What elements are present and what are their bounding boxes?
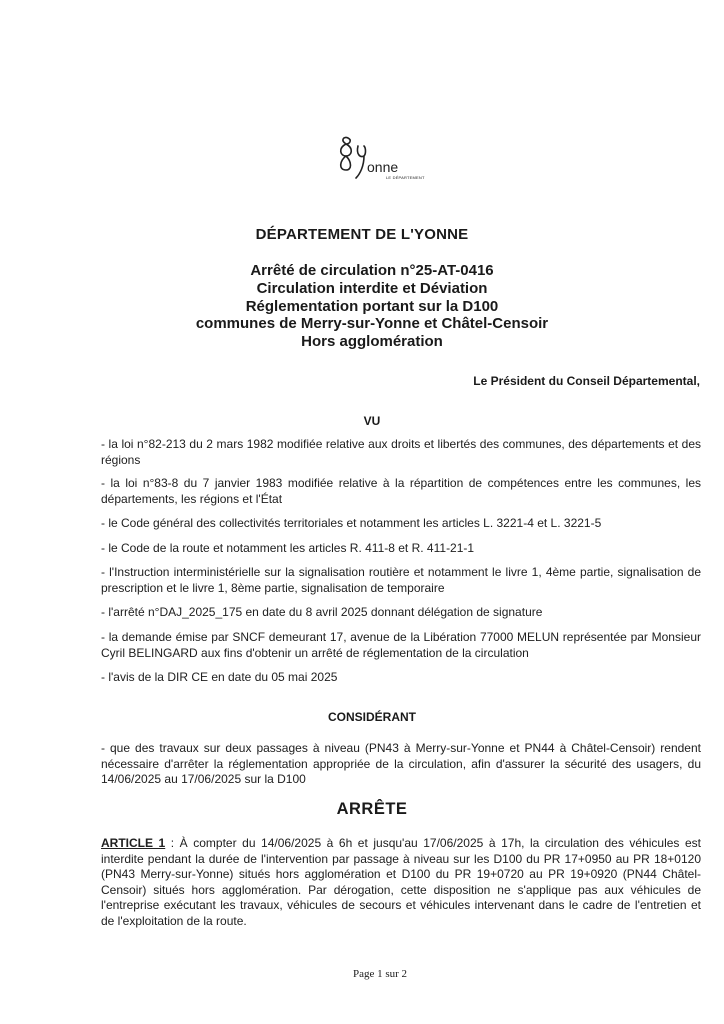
arrete-heading: ARRÊTE [336,800,408,818]
article-1 [101,836,701,929]
vu-item: - l'Instruction interministérielle sur la signalisation routière et notamment le livre 1, 4ème partie, signalisation de prescription et le livre 1, 8ème partie, signalisation de temporaire [101,565,701,595]
department-heading: DÉPARTEMENT DE L'YONNE [255,226,469,243]
considerant-heading: CONSIDÉRANT [327,710,416,724]
vu-heading: VU [363,414,381,428]
president-line: Le Président du Conseil Départemental, [473,374,700,388]
vu-item: - le Code général des collectivités territoriales et notamment les articles L. 3221-4 et L. 3221-5 [101,516,602,530]
title-line-regulation: Réglementation portant sur la D100 [245,297,499,315]
title-line-location: Hors agglomération [301,333,443,351]
vu-item: - l'arrêté n°DAJ_2025_175 en date du 8 avril 2025 donnant délégation de signature [101,605,543,619]
article-1-label: ARTICLE 1 [101,836,166,850]
vu-item: - le Code de la route et notamment les articles R. 411-8 et R. 411-21-1 [101,541,475,555]
vu-item: - la demande émise par SNCF demeurant 17, avenue de la Libération 77000 MELUN représentée par Monsieur Cyril BELINGARD aux fins d'obtenir un arrêté de réglementation de la circulation [101,630,701,660]
title-line-number: Arrêté de circulation n°25-AT-0416 [250,262,494,279]
logo-wordmark: onne [367,159,399,175]
title-line-communes: communes de Merry-sur-Yonne et Châtel-Censoir [195,315,549,333]
logo-subtitle: LE DÉPARTEMENT [386,175,425,180]
page-number: Page 1 sur 2 [352,968,408,980]
arrete-title-block [0,262,724,351]
vu-item: - l'avis de la DIR CE en date du 05 mai 2025 [101,670,338,684]
title-line-subject: Circulation interdite et Déviation [256,279,488,297]
article-1-text: : À compter du 14/06/2025 à 6h et jusqu'au 17/06/2025 à 17h, la circulation des véhicules est interdite pendant la durée de l'intervention par passage à niveau sur les D100 du PR 17+0950 au PR 18+0120 (PN43 Merry-sur-Yonne) situés hors agglomération et D100 du PR 19+0720 au PR 19+0920 (PN44 Châtel-Censoir) situés hors agglomération. Par dérogation, cette disposition ne s'applique pas aux véhicules de l'entreprise exécutant les travaux, véhicules de secours et véhicules intervenant dans le cadre de l'entretien et de l'exploitation de la route. [101,836,701,928]
considerant-text: - que des travaux sur deux passages à niveau (PN43 à Merry-sur-Yonne et PN44 à Châtel-Censoir) rendent nécessaire d'arrêter la réglementation appropriée de la circulation, afin d'assurer la sécurité des usagers, du 14/06/2025 au 17/06/2025 sur la D100 [101,741,701,786]
vu-item: - la loi n°83-8 du 7 janvier 1983 modifiée relative à la répartition de compétences entre les communes, les départements, les régions et l'État [101,476,701,506]
vu-item: - la loi n°82-213 du 2 mars 1982 modifiée relative aux droits et libertés des communes, des départements et des régions [101,437,701,467]
